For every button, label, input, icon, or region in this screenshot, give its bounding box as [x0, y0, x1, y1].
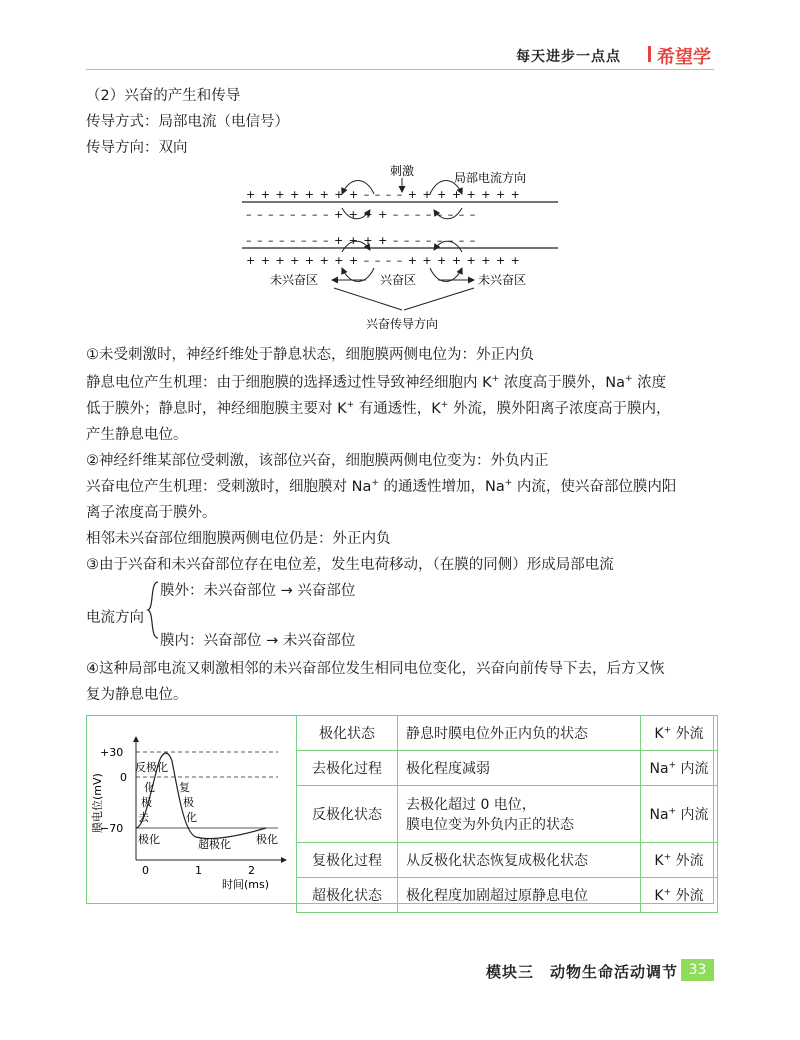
header-divider — [648, 46, 651, 62]
label-jihua-left: 极化 — [138, 833, 160, 846]
table-row — [297, 843, 718, 878]
brace-icon — [146, 580, 160, 640]
ion-cell: K+ 外流 — [641, 878, 718, 913]
desc-cell: 极化程度减弱 — [398, 751, 641, 786]
paragraph-5: ②神经纤维某部位受刺激，该部位兴奋，细胞膜两侧电位变为：外负内正 — [86, 453, 549, 469]
excited-region-label: 兴奋区 — [380, 273, 417, 287]
action-potential-graph — [86, 715, 296, 904]
charge-row-outer-bottom: + + + + + + + + – – – – + + + + + + + + — [246, 254, 521, 267]
paragraph-2: 静息电位产生机理：由于细胞膜的选择透过性导致神经细胞内 K+ 浓度高于膜外，Na+ 浓度 — [86, 374, 667, 391]
paragraph-4: 产生静息电位。 — [86, 427, 188, 443]
charge-row-inner-bottom: – – – – – – – – + + + + – – – – – – – – — [246, 234, 477, 247]
section-heading: （2）兴奋的产生和传导 — [86, 88, 241, 104]
table-row — [297, 716, 718, 751]
x-axis-label: 时间(ms) — [222, 878, 270, 891]
label-fuji-3: 化 — [186, 811, 197, 824]
conduction-line-right — [404, 288, 474, 310]
paragraph-1: ①未受刺激时，神经纤维处于静息状态，细胞膜两侧电位为：外正内负 — [86, 347, 534, 363]
current-direction-label: 局部电流方向 — [454, 171, 527, 185]
paragraph-11: 复为静息电位。 — [86, 687, 188, 703]
stimulus-label: 刺激 — [390, 164, 415, 178]
table-row — [297, 878, 718, 913]
desc-cell: 极化程度加剧超过原静息电位 — [398, 878, 641, 913]
label-chaojihua: 超极化 — [198, 838, 231, 851]
desc-cell: 从反极化状态恢复成极化状态 — [398, 843, 641, 878]
ytick-plus30: +30 — [100, 746, 124, 759]
ytick-zero: 0 — [120, 771, 127, 784]
state-cell: 去极化过程 — [297, 751, 398, 786]
conduction-line-left — [334, 288, 402, 310]
table-row — [297, 786, 718, 843]
charge-row-inner-top: – – – – – – – – + + + + – – – – – – – – — [246, 208, 477, 221]
state-cell: 复极化过程 — [297, 843, 398, 878]
state-cell: 极化状态 — [297, 716, 398, 751]
label-quji-3: 去 — [138, 811, 149, 824]
label-jihua-right: 极化 — [256, 833, 278, 846]
charge-row-outer-top: + + + + + + + + – – – – + + + + + + + + — [246, 188, 521, 201]
label-fuji-1: 复 — [179, 781, 190, 794]
label-fuji-2: 极 — [183, 796, 194, 809]
ion-cell: Na+ 内流 — [641, 751, 718, 786]
current-arrow-outer-right-2 — [430, 268, 462, 282]
paragraph-6: 兴奋电位产生机理：受刺激时，细胞膜对 Na+ 的通透性增加，Na+ 内流，使兴奋部位膜内阳 — [86, 478, 677, 495]
footer-module-title: 模块三 动物生命活动调节 — [486, 963, 679, 981]
paragraph-8: 相邻未兴奋部位细胞膜两侧电位仍是：外正内负 — [86, 531, 391, 547]
ion-cell: Na+ 内流 — [641, 786, 718, 843]
right-unexcited-label: 未兴奋区 — [478, 273, 527, 287]
current-direction-brace-label: 电流方向 — [86, 610, 144, 626]
desc-cell: 静息时膜电位外正内负的状态 — [398, 716, 641, 751]
current-arrow-outer-left-2 — [342, 268, 374, 282]
header-rule — [86, 69, 714, 70]
ytick-minus70: −70 — [100, 822, 124, 835]
inner-current-direction: 膜内：兴奋部位 → 未兴奋部位 — [160, 633, 356, 649]
paragraph-7: 离子浓度高于膜外。 — [86, 505, 217, 521]
xtick-2: 2 — [248, 864, 255, 877]
ion-cell: K+ 外流 — [641, 843, 718, 878]
xtick-0: 0 — [142, 864, 149, 877]
conduction-direction-label: 兴奋传导方向 — [366, 317, 439, 331]
left-unexcited-label: 未兴奋区 — [270, 273, 319, 287]
xtick-1: 1 — [195, 864, 202, 877]
potential-state-table — [296, 715, 718, 913]
paragraph-10: ④这种局部电流又刺激相邻的未兴奋部位发生相同电位变化，兴奋向前传导下去，后方又恢 — [86, 661, 665, 677]
table-row — [297, 751, 718, 786]
conduction-direction: 传导方向：双向 — [86, 140, 188, 156]
page-number: 33 — [681, 959, 714, 981]
brand-logo: 希望学 — [657, 47, 711, 68]
desc-cell: 去极化超过 0 电位， 膜电位变为外负内正的状态 — [398, 786, 641, 843]
state-cell: 超极化状态 — [297, 878, 398, 913]
outer-current-direction: 膜外：未兴奋部位 → 兴奋部位 — [160, 583, 356, 599]
paragraph-3: 低于膜外；静息时，神经细胞膜主要对 K+ 有通透性，K+ 外流，膜外阳离子浓度高于膜内， — [86, 400, 671, 417]
conduction-mode: 传导方式：局部电流（电信号） — [86, 114, 289, 130]
y-axis-label: 膜电位(mV) — [91, 773, 104, 833]
ion-cell: K+ 外流 — [641, 716, 718, 751]
state-cell: 反极化状态 — [297, 786, 398, 843]
nerve-fiber-diagram — [238, 160, 568, 335]
label-fanjihua: 反极化 — [135, 761, 168, 774]
header-slogan: 每天进步一点点 — [516, 49, 621, 65]
label-quji-1: 化 — [144, 781, 155, 794]
paragraph-9: ③由于兴奋和未兴奋部位存在电位差，发生电荷移动，（在膜的同侧）形成局部电流 — [86, 557, 614, 573]
label-quji-2: 极 — [141, 796, 152, 809]
